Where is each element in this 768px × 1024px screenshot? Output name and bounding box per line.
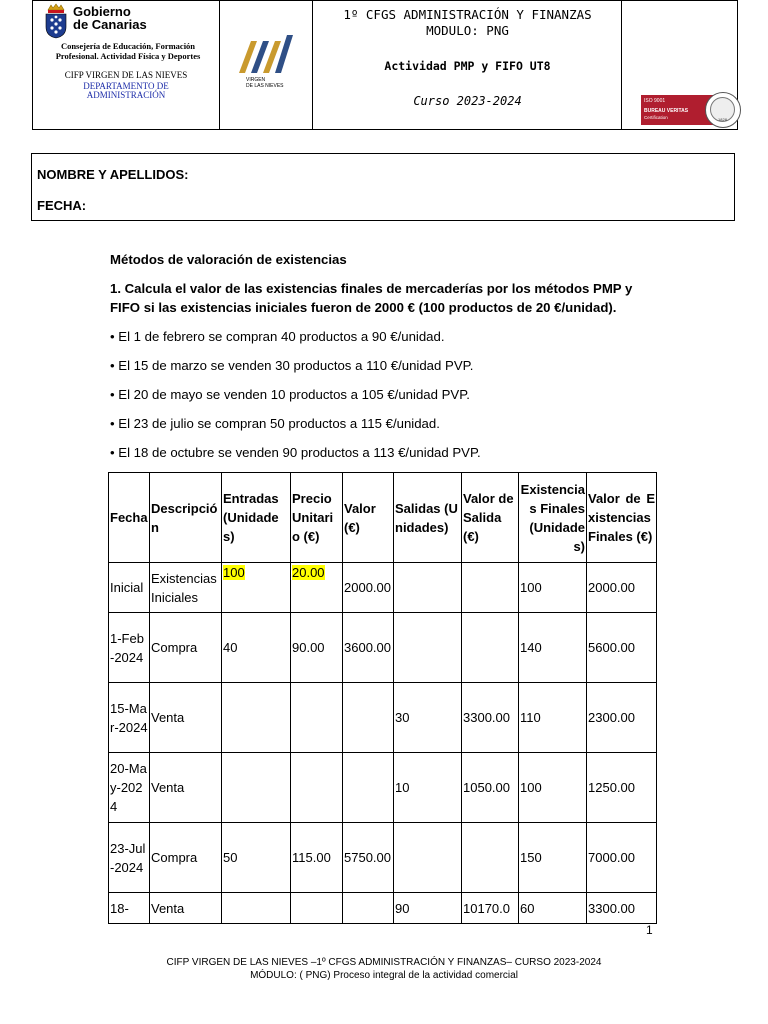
table-row	[109, 893, 657, 924]
table-cell: 10170.0	[462, 893, 519, 924]
table-cell: Compra	[150, 613, 222, 683]
table-cell: 3300.00	[462, 683, 519, 753]
student-info-box	[31, 153, 735, 221]
table-cell: 150	[519, 823, 587, 893]
table-cell	[291, 893, 343, 924]
column-header-precio-unitario: Precio Unitario (€)	[291, 473, 343, 563]
cert-name: BUREAU VERITAS	[644, 108, 689, 114]
table-cell: 10	[394, 753, 462, 823]
cert-year: 1828	[718, 117, 727, 122]
institution-cell	[33, 1, 220, 129]
cifp-name: CIFP VIRGEN DE LAS NIEVES	[64, 70, 188, 80]
table-cell	[462, 823, 519, 893]
table-row	[109, 823, 657, 893]
name-label: NOMBRE Y APELLIDOS:	[37, 167, 189, 182]
date-label: FECHA:	[37, 198, 87, 213]
table-cell: 15-Mar-2024	[109, 683, 150, 753]
table-cell: Inicial	[109, 563, 150, 613]
page-number: 1	[646, 923, 653, 937]
table-cell: 2300.00	[587, 683, 657, 753]
table-cell: Compra	[150, 823, 222, 893]
course-info-cell	[313, 1, 622, 129]
highlighted-value: 20.00	[292, 565, 325, 580]
table-cell: Venta	[150, 683, 222, 753]
logo-text-line2: DE LAS NIEVES	[246, 83, 284, 89]
table-cell	[343, 893, 394, 924]
table-row	[109, 613, 657, 683]
table-cell	[343, 753, 394, 823]
consejeria-text	[39, 41, 217, 61]
column-header-valor-salida: Valor de Salida (€)	[462, 473, 519, 563]
table-cell: 90	[394, 893, 462, 924]
table-row	[109, 563, 657, 613]
table-cell	[343, 683, 394, 753]
table-cell: 90.00	[291, 613, 343, 683]
gobierno-title	[73, 5, 147, 31]
table-cell: 3600.00	[343, 613, 394, 683]
table-cell: 110	[519, 683, 587, 753]
cert-sub: Certification	[644, 115, 668, 120]
course-line2: MODULO: PNG	[426, 23, 509, 38]
certification-badge	[641, 95, 727, 125]
column-header-salidas: Salidas (Unidades)	[394, 473, 462, 563]
table-cell	[291, 563, 343, 613]
section-heading: Métodos de valoración de existencias	[110, 252, 347, 267]
table-cell: 7000.00	[587, 823, 657, 893]
table-cell: 1-Feb-2024	[109, 613, 150, 683]
gobierno-line1: Gobierno	[73, 4, 131, 19]
inventory-valuation-table	[108, 472, 657, 924]
table-cell: 140	[519, 613, 587, 683]
table-cell	[394, 613, 462, 683]
table-cell: 23-Jul-2024	[109, 823, 150, 893]
bullet-item: • El 15 de marzo se venden 30 productos a 110 €/unidad PVP.	[110, 358, 474, 373]
column-header-fecha: Fecha	[109, 473, 150, 563]
activity-title: Actividad PMP y FIFO UT8	[384, 59, 551, 73]
bullet-item: • El 1 de febrero se compran 40 productos a 90 €/unidad.	[110, 329, 445, 344]
table-cell: 18-	[109, 893, 150, 924]
school-logo-icon	[237, 33, 295, 75]
column-header-valor-existencias: Valor de Existencias Finales (€)	[587, 473, 657, 563]
logo-text-line1: VIRGEN	[246, 77, 266, 83]
school-info	[33, 71, 219, 100]
school-logo-text	[246, 77, 284, 89]
table-row	[109, 753, 657, 823]
table-cell	[222, 753, 291, 823]
table-cell: 1050.00	[462, 753, 519, 823]
bureau-veritas-seal-icon	[705, 92, 741, 128]
bullet-item: • El 18 de octubre se venden 90 productos a 113 €/unidad PVP.	[110, 445, 481, 460]
table-cell: 40	[222, 613, 291, 683]
table-cell: 2000.00	[587, 563, 657, 613]
table-cell	[462, 613, 519, 683]
table-cell: 3300.00	[587, 893, 657, 924]
column-header-descripcion: Descripción	[150, 473, 222, 563]
table-cell: 1250.00	[587, 753, 657, 823]
table-cell	[222, 683, 291, 753]
table-cell: 5750.00	[343, 823, 394, 893]
footer-line1: CIFP VIRGEN DE LAS NIEVES –1º CFGS ADMINISTRACIÓN Y FINANZAS– CURSO 2023-2024	[166, 957, 602, 968]
certification-cell	[622, 1, 739, 129]
document-header	[32, 0, 738, 130]
cert-iso: ISO 9001	[644, 98, 666, 104]
table-cell: 100	[519, 563, 587, 613]
consejeria-line1: Consejería de Educación, Formación	[60, 41, 196, 51]
table-cell: 30	[394, 683, 462, 753]
bullet-item: • El 23 de julio se compran 50 productos a 115 €/unidad.	[110, 416, 440, 431]
table-header-row	[109, 473, 657, 563]
table-cell: Venta	[150, 893, 222, 924]
school-logo-cell	[220, 1, 313, 129]
table-cell: 50	[222, 823, 291, 893]
table-cell	[394, 563, 462, 613]
department-line2: ADMINISTRACIÓN	[86, 90, 166, 100]
table-cell	[291, 683, 343, 753]
table-cell: 100	[519, 753, 587, 823]
table-cell	[222, 893, 291, 924]
column-header-valor: Valor (€)	[343, 473, 394, 563]
table-row	[109, 683, 657, 753]
table-cell: Venta	[150, 753, 222, 823]
footer-line2: MÓDULO: ( PNG) Proceso integral de la actividad comercial	[250, 970, 518, 981]
table-cell: 5600.00	[587, 613, 657, 683]
coat-of-arms-icon	[43, 3, 69, 39]
question-line2: FIFO si las existencias iniciales fueron de 2000 € (100 productos de 20 €/unidad).	[110, 300, 617, 315]
table-cell: 20-May-2024	[109, 753, 150, 823]
gobierno-line2: de Canarias	[73, 17, 147, 32]
table-cell: Existencias Iniciales	[150, 563, 222, 613]
consejeria-line2: Profesional. Actividad Física y Deportes	[55, 51, 201, 61]
course-title	[313, 7, 622, 39]
department-line1: DEPARTAMENTO DE	[83, 81, 169, 91]
table-cell	[462, 563, 519, 613]
table-cell	[222, 563, 291, 613]
course-line1: 1º CFGS ADMINISTRACIÓN Y FINANZAS	[343, 7, 592, 22]
bullet-item: • El 20 de mayo se venden 10 productos a 105 €/unidad PVP.	[110, 387, 470, 402]
column-header-entradas: Entradas (Unidades)	[222, 473, 291, 563]
question-line1: 1. Calcula el valor de las existencias finales de mercaderías por los métodos PMP y	[110, 281, 633, 296]
table-cell: 115.00	[291, 823, 343, 893]
table-cell	[394, 823, 462, 893]
table-cell: 2000.00	[343, 563, 394, 613]
highlighted-value: 100	[223, 565, 245, 580]
academic-year: Curso 2023-2024	[413, 94, 522, 108]
question-text	[110, 279, 660, 317]
table-cell	[291, 753, 343, 823]
table-cell: 60	[519, 893, 587, 924]
column-header-existencias-finales: Existencias Finales (Unidades)	[519, 473, 587, 563]
